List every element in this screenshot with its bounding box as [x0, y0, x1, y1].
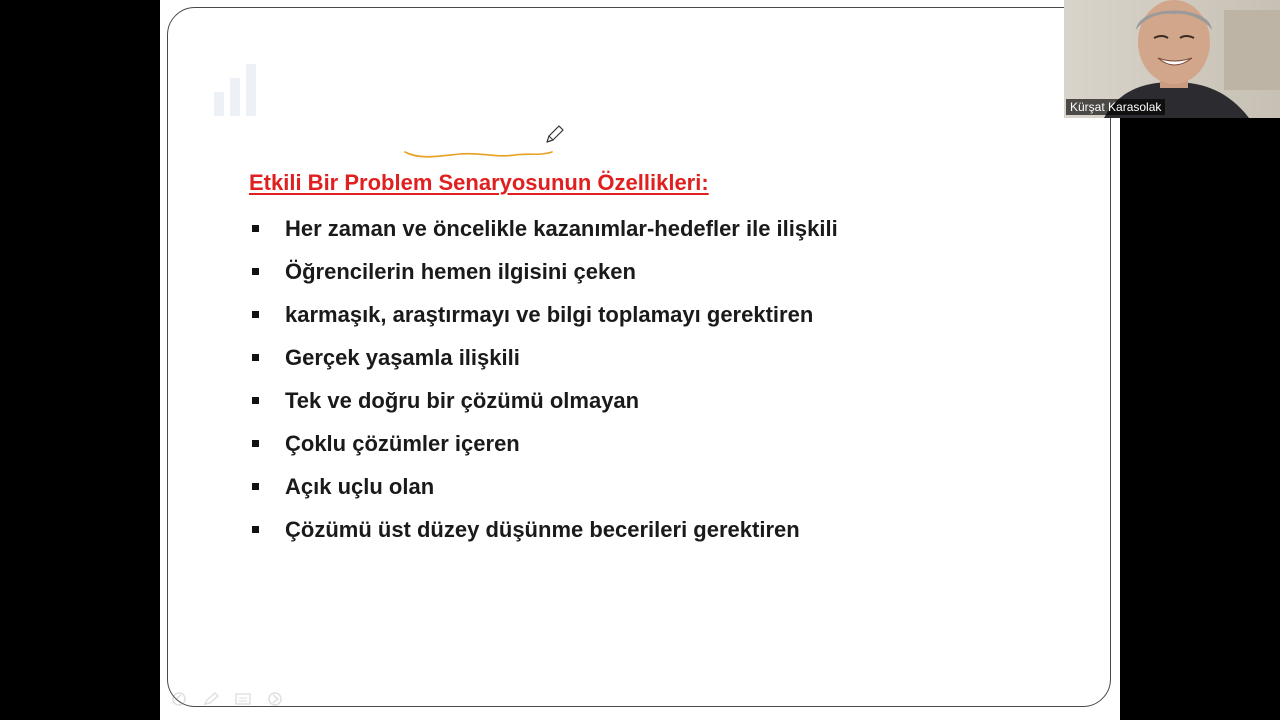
list-item — [249, 336, 838, 379]
slide-title: Etkili Bir Problem Senaryosunun Özellikleri: — [249, 170, 709, 195]
slides-icon[interactable] — [234, 692, 252, 706]
list-item — [249, 379, 838, 422]
participant-video[interactable] — [1064, 0, 1280, 118]
bullet-square-icon — [252, 397, 259, 404]
bullet-text: Her zaman ve öncelikle kazanımlar-hedefler ile ilişkili — [285, 215, 838, 241]
bullet-text: Açık uçlu olan — [285, 473, 435, 499]
bullet-text: Çoklu çözümler içeren — [285, 430, 520, 456]
slide-controls — [170, 692, 284, 706]
pen-annotation — [400, 122, 570, 164]
previous-icon[interactable] — [170, 692, 188, 706]
list-item — [249, 207, 838, 250]
shared-slide — [160, 0, 1120, 720]
list-item — [249, 508, 838, 551]
list-item — [249, 250, 838, 293]
list-item — [249, 422, 838, 465]
bullet-list — [249, 207, 838, 551]
bullet-square-icon — [252, 440, 259, 447]
bullet-text: Gerçek yaşamla ilişkili — [285, 344, 520, 370]
next-icon[interactable] — [266, 692, 284, 706]
pen-icon — [547, 126, 563, 142]
list-item — [249, 465, 838, 508]
bullet-square-icon — [252, 225, 259, 232]
list-item — [249, 293, 838, 336]
participant-name: Kürşat Karasolak — [1066, 99, 1165, 115]
bullet-square-icon — [252, 311, 259, 318]
bullet-square-icon — [252, 354, 259, 361]
bullet-text: karmaşık, araştırmayı ve bilgi toplamayı gerektiren — [285, 301, 814, 327]
bullet-square-icon — [252, 483, 259, 490]
bullet-square-icon — [252, 526, 259, 533]
pen-tool-icon[interactable] — [202, 692, 220, 706]
bullet-text: Tek ve doğru bir çözümü olmayan — [285, 387, 640, 413]
watermark-logo-icon — [210, 58, 270, 120]
bullet-square-icon — [252, 268, 259, 275]
bullet-text: Çözümü üst düzey düşünme becerileri gerektiren — [285, 516, 800, 542]
bullet-text: Öğrencilerin hemen ilgisini çeken — [285, 258, 636, 284]
